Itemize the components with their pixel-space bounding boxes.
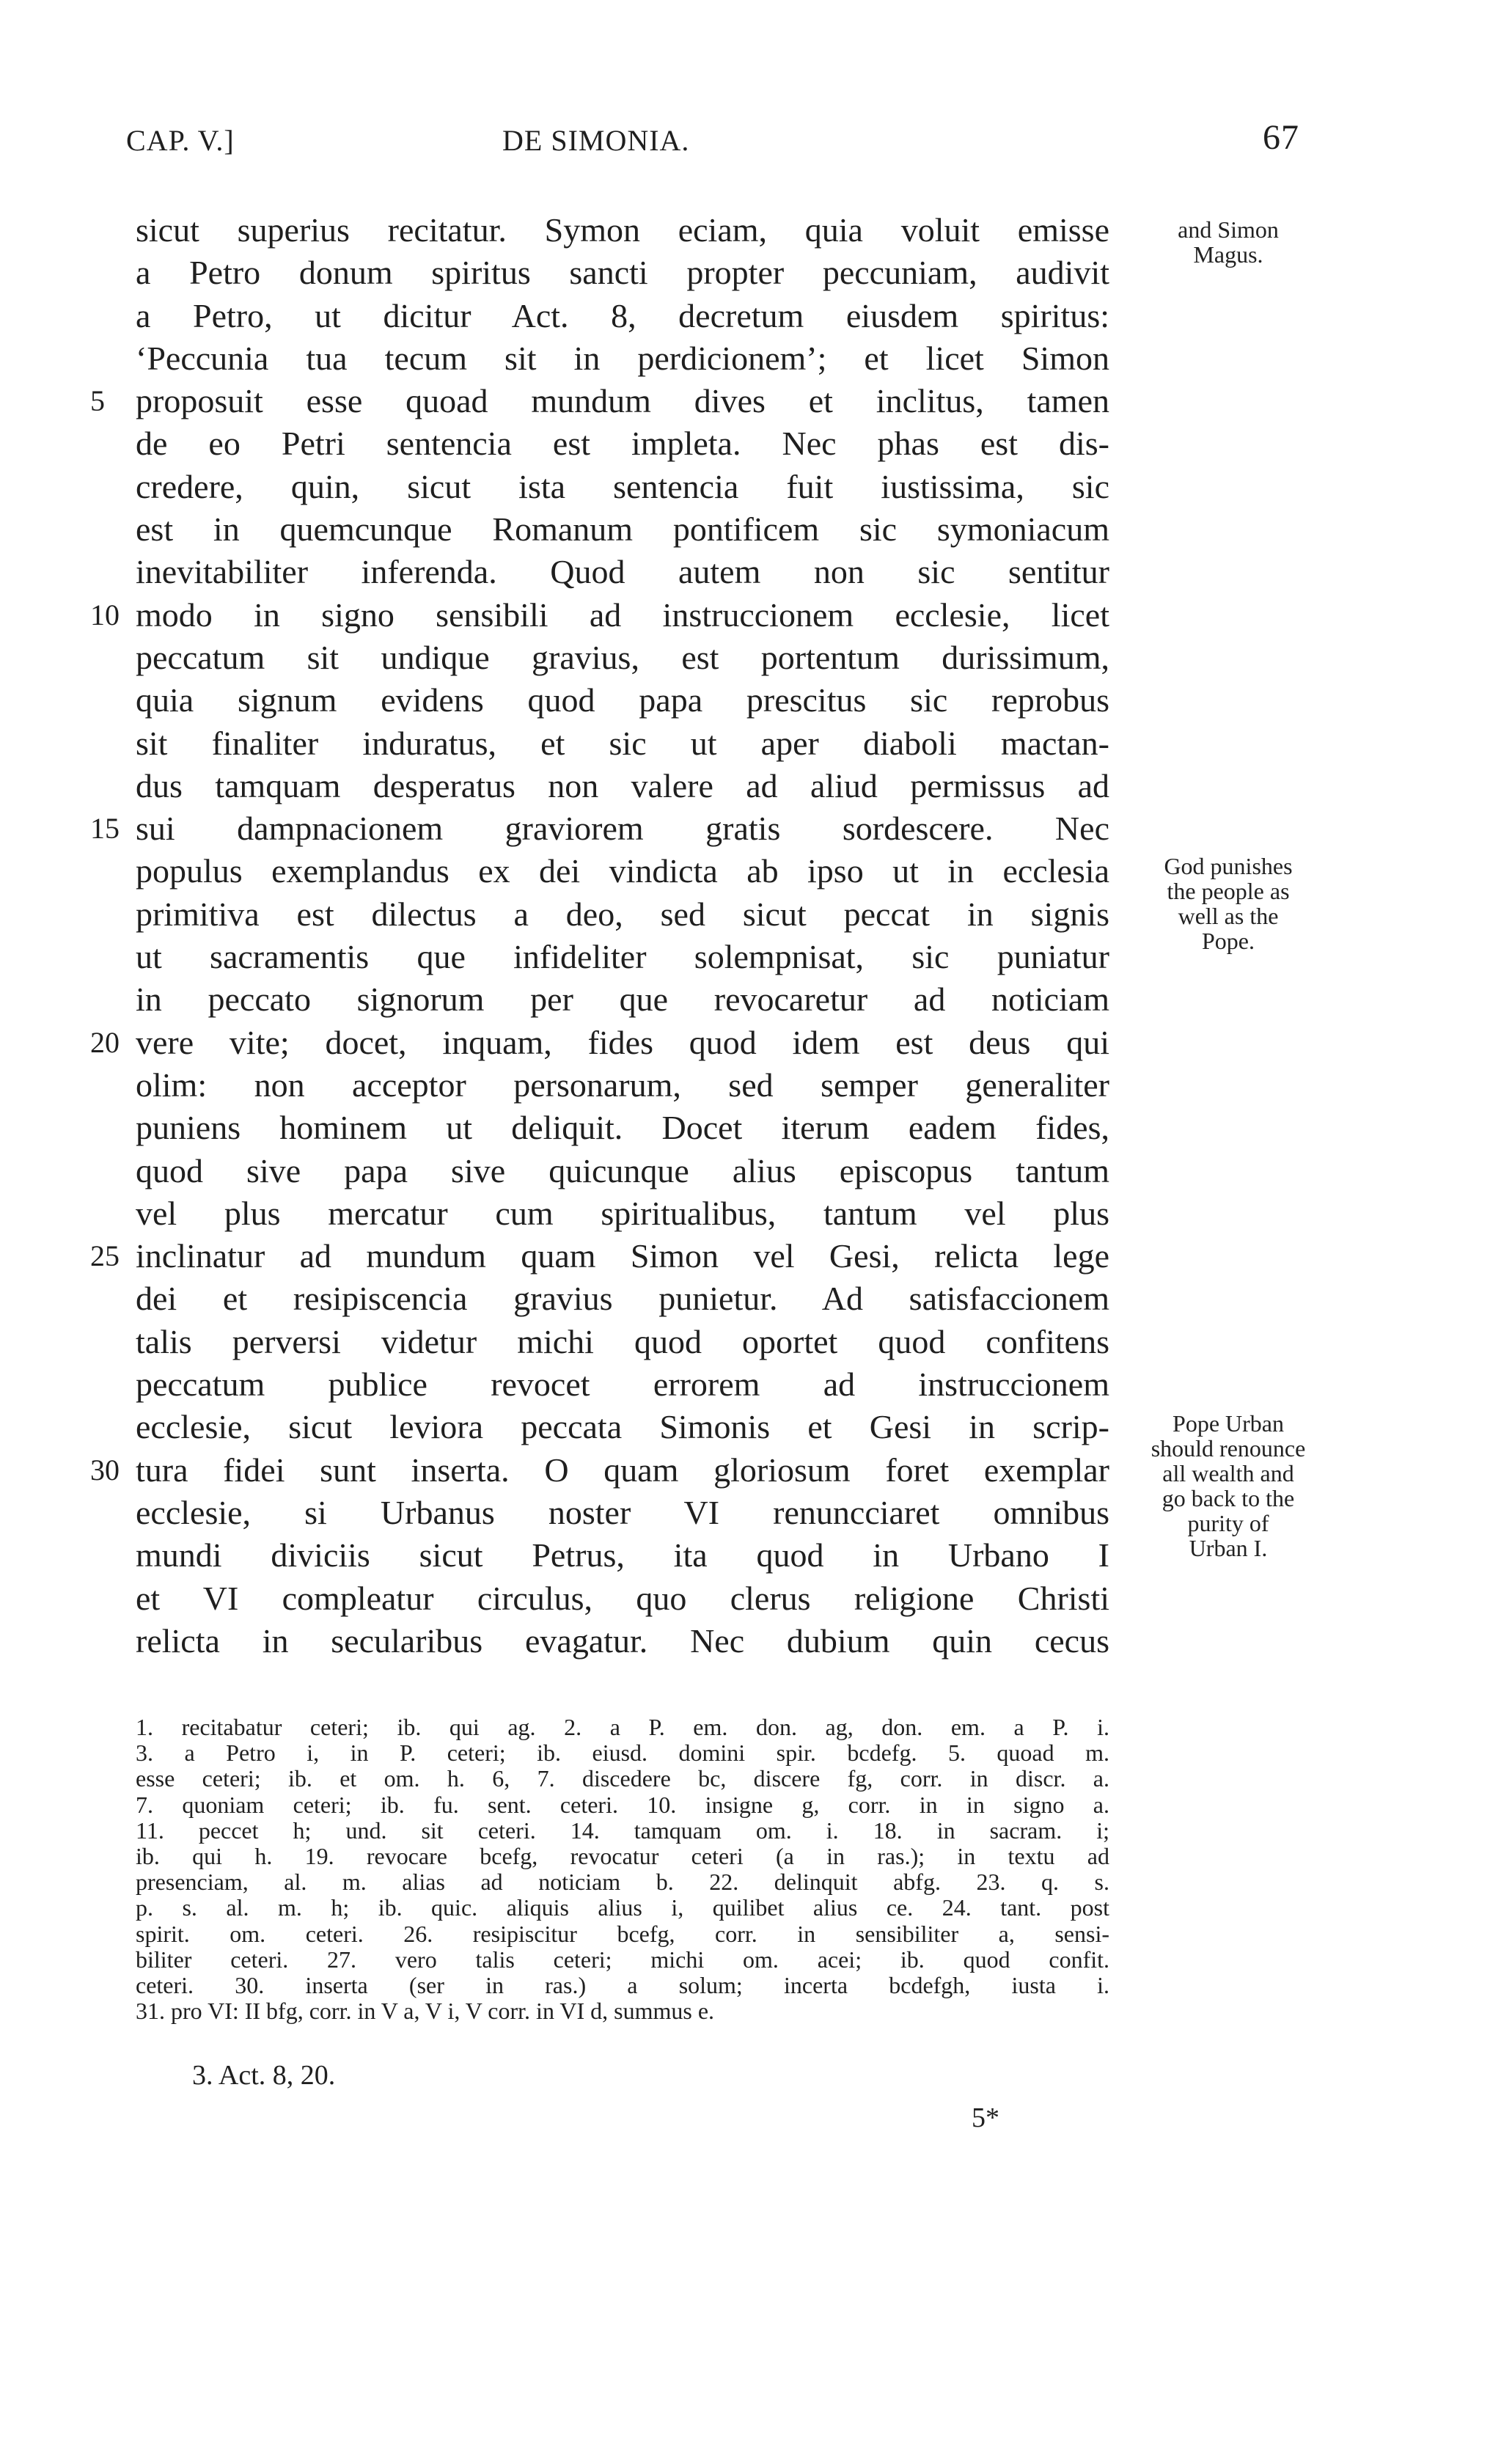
margin-note-line: well as the — [1178, 903, 1279, 929]
text-line — [136, 1321, 1109, 1363]
line-text: est in quemcunque Romanum pontificem sic symoniacum — [136, 510, 1109, 549]
line-text: primitiva est dilectus a deo, sed sicut peccat in signis — [136, 895, 1109, 933]
apparatus-line: 1. recitabatur ceteri; ib. qui ag. 2. a P. em. don. ag, don. em. a P. i. — [136, 1714, 1109, 1740]
line-text: ut sacramentis que infideliter solempnisat, sic puniatur — [136, 938, 1109, 976]
margin-note-line: God punishes — [1164, 853, 1293, 879]
line-text: modo in signo sensibili ad instruccionem ecclesie, licet — [136, 595, 1109, 634]
apparatus-line: 3. a Petro i, in P. ceteri; ib. eiusd. domini spir. bcdefg. 5. quoad m. — [136, 1739, 1109, 1767]
text-line — [136, 637, 1109, 679]
margin-note-simon — [1118, 217, 1338, 267]
text-line — [90, 380, 1109, 422]
text-line — [90, 594, 1109, 637]
text-line — [136, 1277, 1109, 1320]
margin-note-line: should renounce — [1150, 1435, 1306, 1462]
margin-note-line: Pope Urban — [1172, 1410, 1284, 1437]
text-line — [136, 209, 1109, 252]
line-text: peccatum sit undique gravius, est portentum durissimum, — [136, 638, 1109, 676]
text-line — [136, 1620, 1109, 1662]
line-text: de eo Petri sentencia est impleta. Nec phas est dis- — [136, 425, 1109, 463]
margin-note-line: and Simon — [1178, 216, 1279, 243]
line-number: 10 — [90, 598, 120, 631]
text-line — [136, 422, 1109, 465]
line-number: 20 — [90, 1025, 120, 1059]
text-line — [136, 679, 1109, 722]
margin-note-line: Urban I. — [1189, 1535, 1268, 1561]
apparatus-line: esse ceteri; ib. et om. h. 6, 7. discedere bc, discere fg, corr. in discr. a. — [136, 1765, 1109, 1792]
line-text: vere vite; docet, inquam, fides quod idem est deus qui — [136, 1023, 1109, 1061]
text-line — [136, 893, 1109, 936]
text-line — [136, 551, 1109, 593]
text-line — [90, 1449, 1109, 1492]
line-text: sit finaliter induratus, et sic ut aper diaboli mactan- — [136, 724, 1109, 762]
line-text: quia signum evidens quod papa prescitus sic reprobus — [136, 681, 1109, 719]
line-text: olim: non acceptor personarum, sed semper generaliter — [136, 1066, 1109, 1104]
apparatus-line: 7. quoniam ceteri; ib. fu. sent. ceteri. 10. insigne g, corr. in in signo a. — [136, 1791, 1109, 1818]
line-text: in peccato signorum per que revocaretur ad noticiam — [136, 980, 1109, 1019]
text-line — [136, 508, 1109, 551]
critical-apparatus — [136, 1715, 1109, 2024]
scripture-reference: 3. Act. 8, 20. — [192, 2060, 336, 2091]
text-line — [136, 1150, 1109, 1192]
line-text: a Petro, ut dicitur Act. 8, decretum eiusdem spiritus: — [136, 296, 1109, 334]
text-line — [136, 1363, 1109, 1406]
line-text: peccatum publice revocet errorem ad instruccionem — [136, 1365, 1109, 1404]
line-text: inevitabiliter inferenda. Quod autem non sic sentitur — [136, 553, 1109, 591]
text-line — [136, 337, 1109, 380]
line-text: et VI compleatur circulus, quo clerus religione Christi — [136, 1579, 1109, 1617]
apparatus-line: spirit. om. ceteri. 26. resipiscitur bcefg, corr. in sensibiliter a, sensi- — [136, 1920, 1109, 1947]
text-line — [136, 936, 1109, 978]
chapter-heading: CAP. V.] — [126, 124, 235, 157]
line-text: ecclesie, si Urbanus noster VI renuncciaret omnibus — [136, 1493, 1109, 1531]
line-text: credere, quin, sicut ista sentencia fuit iustissima, sic — [136, 467, 1109, 505]
line-text: dus tamquam desperatus non valere ad aliud permissus ad — [136, 766, 1109, 804]
line-text: proposuit esse quoad mundum dives et inclitus, tamen — [136, 382, 1109, 420]
margin-note-line: purity of — [1187, 1510, 1269, 1536]
line-number: 30 — [90, 1453, 120, 1486]
apparatus-line: ib. qui h. 19. revocare bcefg, revocatur ceteri (a in ras.); in textu ad — [136, 1842, 1109, 1869]
margin-note-line: all wealth and — [1162, 1460, 1294, 1486]
margin-note-line: go back to the — [1161, 1485, 1295, 1511]
text-line — [136, 850, 1109, 892]
apparatus-line: biliter ceteri. 27. vero talis ceteri; michi om. acei; ib. quod confit. — [136, 1946, 1109, 1973]
line-text: talis perversi videtur michi quod oportet quod confitens — [136, 1322, 1109, 1360]
margin-note-line: Magus. — [1193, 241, 1263, 268]
main-text — [90, 209, 1109, 1662]
line-text: populus exemplandus ex dei vindicta ab ipso ut in ecclesia — [136, 852, 1109, 890]
line-text: a Petro donum spiritus sancti propter peccuniam, audivit — [136, 254, 1109, 292]
margin-note-pope-urban — [1118, 1411, 1338, 1561]
line-text: ecclesie, sicut leviora peccata Simonis et Gesi in scrip- — [136, 1408, 1109, 1446]
text-line — [136, 1577, 1109, 1620]
line-text: ‘Peccunia tua tecum sit in perdicionem’; et licet Simon — [136, 339, 1109, 377]
page-number: 67 — [1263, 118, 1299, 157]
line-text: dei et resipiscencia gravius punietur. Ad satisfaccionem — [136, 1280, 1109, 1318]
text-line — [136, 722, 1109, 765]
text-line — [90, 1235, 1109, 1277]
line-number: 5 — [90, 384, 105, 418]
line-text: sicut superius recitatur. Symon eciam, quia voluit emisse — [136, 211, 1109, 249]
text-line — [136, 1406, 1109, 1448]
text-line — [136, 978, 1109, 1021]
text-line — [136, 466, 1109, 508]
margin-note-line: the people as — [1167, 878, 1290, 904]
signature-mark: 5* — [972, 2102, 999, 2133]
text-line — [90, 1022, 1109, 1064]
apparatus-line: ceteri. 30. inserta (ser in ras.) a solum; incerta bcdefgh, iusta i. — [136, 1971, 1109, 1998]
line-text: quod sive papa sive quicunque alius episcopus tantum — [136, 1151, 1109, 1189]
margin-note-god-punishes — [1118, 854, 1338, 953]
text-line — [136, 765, 1109, 807]
apparatus-line: 31. pro VI: II bfg, corr. in V a, V i, V corr. in VI d, summus e. — [136, 1998, 715, 2025]
apparatus-line: presenciam, al. m. alias ad noticiam b. 22. delinquit abfg. 23. q. s. — [136, 1869, 1109, 1896]
line-number: 25 — [90, 1239, 120, 1273]
line-text: relicta in secularibus evagatur. Nec dubium quin cecus — [136, 1621, 1109, 1660]
text-line — [136, 1192, 1109, 1235]
line-text: puniens hominem ut deliquit. Docet iterum eadem fides, — [136, 1109, 1109, 1147]
text-line — [136, 252, 1109, 294]
text-line — [136, 1534, 1109, 1577]
line-text: sui dampnacionem graviorem gratis sordescere. Nec — [136, 810, 1109, 848]
line-text: inclinatur ad mundum quam Simon vel Gesi, relicta lege — [136, 1237, 1109, 1275]
line-text: vel plus mercatur cum spiritualibus, tantum vel plus — [136, 1194, 1109, 1232]
apparatus-line: 11. peccet h; und. sit ceteri. 14. tamquam om. i. 18. in sacram. i; — [136, 1816, 1109, 1844]
text-line — [136, 1107, 1109, 1149]
line-text: mundi diviciis sicut Petrus, ita quod in Urbano I — [136, 1536, 1109, 1574]
text-line — [136, 1492, 1109, 1534]
apparatus-line: p. s. al. m. h; ib. quic. aliquis alius i, quilibet alius ce. 24. tant. post — [136, 1894, 1109, 1921]
text-line — [90, 807, 1109, 850]
margin-note-line: Pope. — [1202, 928, 1255, 954]
text-line — [136, 295, 1109, 337]
line-number: 15 — [90, 812, 120, 846]
text-line — [136, 1064, 1109, 1107]
line-text: tura fidei sunt inserta. O quam gloriosum foret exemplar — [136, 1451, 1109, 1489]
running-title: DE SIMONIA. — [502, 124, 690, 157]
